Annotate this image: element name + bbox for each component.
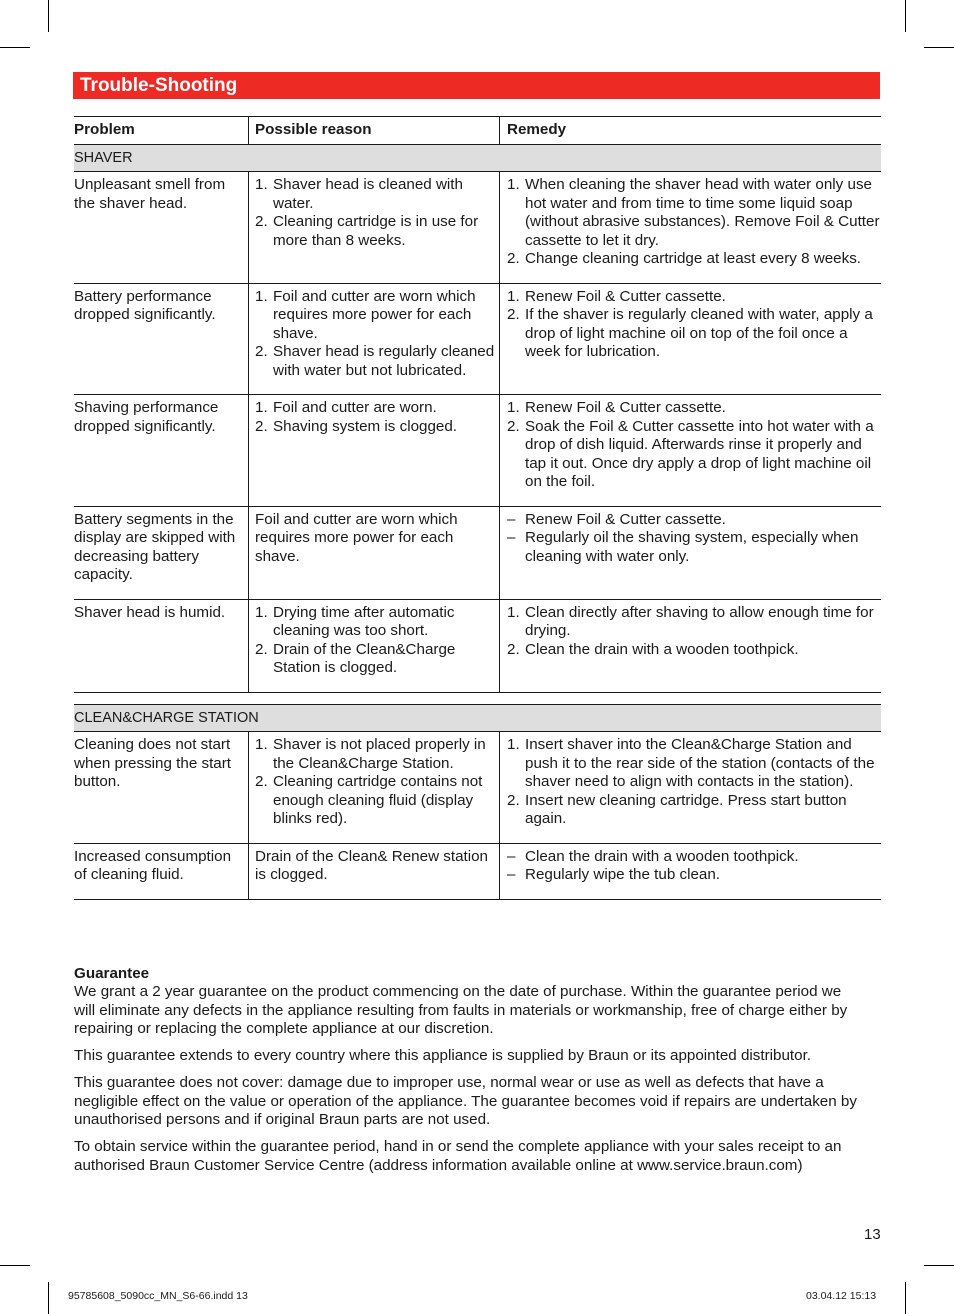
problem-cell: Unpleasant smell from the shaver head. bbox=[74, 172, 249, 284]
list-marker: 1. bbox=[255, 736, 268, 753]
reason-list bbox=[255, 288, 497, 381]
list-marker: 2. bbox=[507, 250, 520, 267]
list-marker: 2. bbox=[255, 640, 268, 658]
reason-list bbox=[255, 736, 497, 829]
guarantee-section bbox=[74, 965, 859, 1184]
list-marker: 2. bbox=[255, 417, 268, 435]
table-row bbox=[74, 172, 881, 284]
table-row bbox=[74, 506, 881, 599]
remedy-item-text: Soak the Foil & Cutter cassette into hot water with a drop of dish liquid. Afterwards rinse it properly and tap it out. Once dry apply a drop of light machine oil on the foil. bbox=[525, 417, 874, 490]
reason-text: Foil and cutter are worn which requires more power for each shave. bbox=[255, 510, 458, 565]
list-marker: 1. bbox=[255, 399, 268, 416]
section-title: CLEAN&CHARGE STATION bbox=[74, 705, 881, 732]
remedy-item-text: Insert new cleaning cartridge. Press start button again. bbox=[525, 791, 847, 827]
table-row bbox=[74, 599, 881, 692]
remedy-list-item bbox=[507, 866, 881, 885]
guarantee-paragraph: We grant a 2 year guarantee on the product commencing on the date of purchase. Within the guarantee period we will eliminate any defects in the appliance resulting from faults in materials or workmanship, free of charge either by repairing or replacing the complete appliance at our discretion. bbox=[74, 983, 848, 1037]
reason-cell bbox=[249, 599, 500, 692]
footer-date: 03.04.12 15:13 bbox=[806, 1290, 877, 1302]
remedy-cell bbox=[500, 843, 882, 899]
list-marker: 2. bbox=[255, 213, 268, 230]
reason-list bbox=[255, 604, 497, 678]
reason-cell bbox=[249, 395, 500, 507]
guarantee-title: Guarantee bbox=[74, 965, 150, 982]
remedy-cell bbox=[500, 283, 882, 395]
problem-cell: Cleaning does not start when pressing the start button. bbox=[74, 732, 249, 844]
reason-list-item bbox=[255, 343, 497, 380]
remedy-list-item bbox=[507, 418, 881, 492]
remedy-list-item bbox=[507, 176, 881, 250]
reason-item-text: Cleaning cartridge contains not enough cleaning fluid (display blinks red). bbox=[273, 773, 483, 827]
page-number: 13 bbox=[864, 1226, 881, 1243]
table-row bbox=[74, 283, 881, 395]
problem-cell: Shaving performance dropped significantly. bbox=[74, 395, 249, 507]
list-marker: – bbox=[507, 529, 516, 546]
remedy-item-text: Renew Foil & Cutter cassette. bbox=[525, 510, 726, 528]
list-marker: 1. bbox=[255, 287, 268, 305]
remedy-list-item bbox=[507, 604, 881, 641]
remedy-list bbox=[507, 288, 881, 362]
remedy-item-text: When cleaning the shaver head with water only use hot water and from time to time some liquid soap (without abrasive substances). Remove Foil & Cutter cassette to let it dry. bbox=[525, 176, 880, 249]
guarantee-paragraph: This guarantee does not cover: damage due to improper use, normal wear or use as well as defects that have a negligible effect on the value or operation of the appliance. The guarantee becomes void if repairs are undertaken by unauthorised persons and if original Braun parts are not used. bbox=[74, 1074, 857, 1129]
crop-mark bbox=[48, 0, 49, 32]
table-row bbox=[74, 843, 881, 899]
remedy-item-text: Regularly oil the shaving system, especially when cleaning with water only. bbox=[525, 529, 859, 565]
guarantee-paragraph: This guarantee extends to every country where this appliance is supplied by Braun or its appointed distributor. bbox=[74, 1047, 812, 1065]
table-row bbox=[74, 395, 881, 507]
crop-mark bbox=[48, 1282, 49, 1314]
remedy-item-text: Renew Foil & Cutter cassette. bbox=[525, 399, 726, 416]
problem-cell: Battery performance dropped significantly. bbox=[74, 283, 249, 395]
section-title: SHAVER bbox=[74, 145, 881, 172]
reason-list-item bbox=[255, 641, 497, 678]
problem-cell: Battery segments in the display are skipped with decreasing battery capacity. bbox=[74, 506, 249, 599]
problem-cell: Increased consumption of cleaning fluid. bbox=[74, 843, 249, 899]
remedy-list-item bbox=[507, 511, 881, 530]
reason-cell bbox=[249, 843, 500, 899]
remedy-list-item bbox=[507, 288, 881, 307]
reason-list-item bbox=[255, 604, 497, 641]
reason-list bbox=[255, 176, 497, 250]
remedy-item-text: Insert shaver into the Clean&Charge Station and push it to the rear side of the station (contacts of the shaver need to align with contacts in the station). bbox=[525, 736, 875, 790]
list-marker: 2. bbox=[507, 791, 520, 809]
crop-mark bbox=[924, 1265, 954, 1266]
list-marker: – bbox=[507, 866, 516, 883]
remedy-item-text: If the shaver is regularly cleaned with water, apply a drop of light machine oil on top of the foil once a week for lubrication. bbox=[525, 306, 873, 360]
troubleshooting-table-station bbox=[74, 704, 881, 900]
remedy-cell bbox=[500, 599, 882, 692]
reason-list-item bbox=[255, 773, 497, 829]
list-marker: 1. bbox=[507, 603, 520, 621]
crop-mark bbox=[0, 1265, 30, 1266]
remedy-list bbox=[507, 399, 881, 492]
guarantee-paragraph: To obtain service within the guarantee period, hand in or send the complete appliance with your sales receipt to an authorised Braun Customer Service Centre (address information available online at www.service.braun.com) bbox=[74, 1138, 842, 1174]
list-marker: 1. bbox=[507, 399, 520, 416]
remedy-list bbox=[507, 604, 881, 660]
remedy-list bbox=[507, 176, 881, 269]
crop-mark bbox=[0, 47, 30, 48]
list-marker: 2. bbox=[507, 640, 520, 658]
reason-cell bbox=[249, 506, 500, 599]
list-marker: 1. bbox=[255, 176, 268, 193]
remedy-cell bbox=[500, 172, 882, 284]
troubleshooting-table-shaver bbox=[74, 116, 881, 693]
reason-list-item bbox=[255, 288, 497, 344]
reason-cell bbox=[249, 172, 500, 284]
reason-item-text: Drying time after automatic cleaning was too short. bbox=[273, 603, 455, 639]
remedy-cell bbox=[500, 732, 882, 844]
list-marker: 2. bbox=[255, 343, 268, 360]
section-heading-bar bbox=[73, 72, 880, 99]
list-marker: 1. bbox=[255, 603, 268, 621]
list-marker: 2. bbox=[507, 306, 520, 323]
table-header-row bbox=[74, 117, 881, 145]
remedy-list-item bbox=[507, 250, 881, 269]
list-marker: 2. bbox=[507, 417, 520, 435]
reason-list-item bbox=[255, 176, 497, 213]
list-marker: – bbox=[507, 510, 516, 528]
reason-item-text: Drain of the Clean&Charge Station is clogged. bbox=[273, 640, 456, 676]
remedy-list-item bbox=[507, 848, 881, 867]
list-marker: 1. bbox=[507, 287, 520, 305]
crop-mark bbox=[905, 0, 906, 32]
reason-list-item bbox=[255, 736, 497, 773]
list-marker: 2. bbox=[255, 773, 268, 790]
remedy-list bbox=[507, 736, 881, 829]
crop-mark bbox=[905, 1282, 906, 1314]
reason-item-text: Cleaning cartridge is in use for more than 8 weeks. bbox=[273, 213, 479, 249]
reason-item-text: Shaver head is cleaned with water. bbox=[273, 176, 463, 212]
reason-cell bbox=[249, 283, 500, 395]
list-marker: 1. bbox=[507, 176, 520, 193]
remedy-item-text: Clean the drain with a wooden toothpick. bbox=[525, 847, 799, 865]
remedy-list bbox=[507, 511, 881, 567]
col-header-reason: Possible reason bbox=[249, 117, 500, 145]
section-heading: Trouble-Shooting bbox=[80, 75, 238, 96]
reason-list-item bbox=[255, 418, 497, 437]
table-section-row bbox=[74, 145, 881, 172]
reason-item-text: Shaving system is clogged. bbox=[273, 417, 458, 435]
reason-item-text: Shaver is not placed properly in the Clean&Charge Station. bbox=[273, 736, 486, 772]
remedy-item-text: Clean directly after shaving to allow enough time for drying. bbox=[525, 603, 874, 639]
reason-text: Drain of the Clean& Renew station is clogged. bbox=[255, 847, 489, 883]
remedy-list-item bbox=[507, 792, 881, 829]
remedy-list-item bbox=[507, 306, 881, 362]
list-marker: 1. bbox=[507, 736, 520, 753]
table-section-row bbox=[74, 705, 881, 732]
reason-list-item bbox=[255, 399, 497, 418]
reason-item-text: Foil and cutter are worn which requires more power for each shave. bbox=[273, 287, 476, 342]
col-header-problem: Problem bbox=[74, 117, 249, 145]
remedy-item-text: Regularly wipe the tub clean. bbox=[525, 866, 721, 883]
remedy-list-item bbox=[507, 736, 881, 792]
crop-mark bbox=[924, 47, 954, 48]
reason-list bbox=[255, 399, 497, 436]
col-header-remedy: Remedy bbox=[500, 117, 882, 145]
reason-item-text: Foil and cutter are worn. bbox=[273, 399, 437, 416]
reason-item-text: Shaver head is regularly cleaned with water but not lubricated. bbox=[273, 343, 495, 379]
remedy-item-text: Renew Foil & Cutter cassette. bbox=[525, 287, 726, 305]
problem-cell: Shaver head is humid. bbox=[74, 599, 249, 692]
remedy-item-text: Change cleaning cartridge at least every 8 weeks. bbox=[525, 250, 862, 267]
remedy-item-text: Clean the drain with a wooden toothpick. bbox=[525, 640, 799, 658]
remedy-list-item bbox=[507, 399, 881, 418]
table-row bbox=[74, 732, 881, 844]
remedy-cell bbox=[500, 395, 882, 507]
remedy-cell bbox=[500, 506, 882, 599]
list-marker: – bbox=[507, 847, 516, 865]
remedy-list bbox=[507, 848, 881, 885]
footer-file-info: 95785608_5090cc_MN_S6-66.indd 13 bbox=[68, 1290, 248, 1302]
reason-list-item bbox=[255, 213, 497, 250]
remedy-list-item bbox=[507, 641, 881, 660]
remedy-list-item bbox=[507, 529, 881, 566]
reason-cell bbox=[249, 732, 500, 844]
